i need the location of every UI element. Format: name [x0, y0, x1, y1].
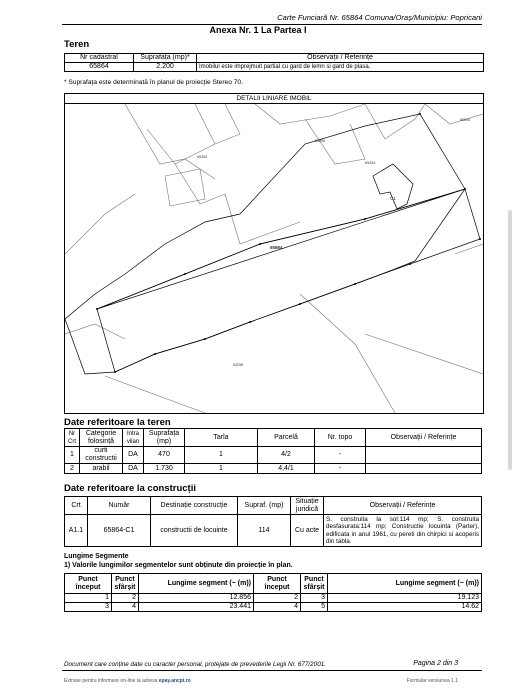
- teren-footnote: * Suprafața este determinată în planul de proiecție Stereo 70.: [64, 79, 243, 86]
- dc-header-numar: Număr: [88, 497, 151, 515]
- dc-cell: A1.1: [65, 515, 88, 547]
- date-teren-title: Date referitoare la teren: [64, 417, 171, 428]
- dt-header-observatii: Observații / Referințe: [366, 429, 482, 447]
- seg-cell: 5: [301, 603, 328, 612]
- dt-header-suprafata: Suprafața (mp): [144, 429, 185, 447]
- parcel-outline: [65, 114, 465, 374]
- dt-header-nr: Nr Crt: [65, 429, 80, 447]
- seg-header-lungime: Lungime segment (~ (m)): [139, 574, 254, 594]
- map-label-building: C1: [390, 196, 396, 201]
- footer-version: Formular versiunea 1.1: [406, 678, 458, 684]
- dt-header-intravilan: Intra vilan: [123, 429, 144, 447]
- dt-cell: 4/2: [258, 447, 315, 464]
- teren-cell-observatii: Imobilul este imprejmuit partial cu gard de lemn si gard de plasa.: [197, 63, 484, 72]
- dt-cell: 2: [65, 464, 80, 474]
- map-label-parcel: 65864: [270, 245, 283, 250]
- dt-header-tarla: Tarla: [185, 429, 258, 447]
- footer-source-link[interactable]: epay.ancpi.ro: [158, 678, 191, 684]
- dt-cell: -: [315, 447, 366, 464]
- segmente-subtitle: 1) Valorile lungimilor segmentelor sunt obținute din proiecție în plan.: [64, 562, 293, 569]
- seg-header-inceput: Punct început: [65, 574, 112, 594]
- footer-source-prefix: Extrase pentru informare on-line la adresa: [64, 678, 159, 684]
- dc-cell: constructii de locuinte: [151, 515, 238, 547]
- date-constructii-table: [64, 496, 482, 547]
- segmente-title: Lungime Segmente: [64, 553, 129, 560]
- dt-cell: -: [315, 464, 366, 474]
- footer-source: [64, 678, 191, 684]
- seg-cell: 3: [301, 594, 328, 603]
- dt-cell: DA: [123, 464, 144, 474]
- seg-cell: 1: [65, 594, 112, 603]
- date-constructii-title: Date referitoare la construcții: [64, 483, 196, 494]
- table-row: [65, 464, 482, 474]
- dc-header-situatie: Situație juridică: [291, 497, 324, 515]
- dt-header-nrtopo: Nr. topo: [315, 429, 366, 447]
- table-row: [65, 515, 482, 547]
- dc-cell: 114: [238, 515, 291, 547]
- dt-cell: DA: [123, 447, 144, 464]
- seg-cell: 2: [254, 594, 301, 603]
- seg-header-sfarsit-2: Punct sfârșit: [301, 574, 328, 594]
- dc-header-crt: Crt: [65, 497, 88, 515]
- dt-cell: 4,4/1: [258, 464, 315, 474]
- neighbor-building-b: [165, 169, 205, 206]
- dt-cell: [366, 464, 482, 474]
- segmente-table: [64, 573, 482, 612]
- dc-cell: 65864-C1: [88, 515, 151, 547]
- building-c1-outline: [373, 164, 413, 209]
- seg-cell: 14.62: [328, 603, 482, 612]
- annex-title: Anexa Nr. 1 La Partea I: [209, 25, 307, 35]
- dt-cell: 1.730: [144, 464, 185, 474]
- parcel-outline-south: [97, 189, 480, 372]
- seg-header-lungime-2: Lungime segment (~ (m)): [328, 574, 482, 594]
- teren-header-suprafata: Suprafața (mp)*: [134, 54, 197, 63]
- dc-cell-observatii: S. construita la sol:114 mp; S. construita desfasurata:114 mp; Constructie locuinta (Parter), edificata in anul 1961, cu pereti din chirpici si acoperis din tabla.: [324, 515, 482, 547]
- teren-cell-cadastral: 65864: [65, 63, 134, 72]
- cf-header: Carte Funciară Nr. 65864 Comuna/Oraș/Municipiu: Popricani: [277, 13, 482, 22]
- table-row: [65, 594, 482, 603]
- seg-cell: 23.441: [139, 603, 254, 612]
- dc-header-suprafata: Supraf. (mp): [238, 497, 291, 515]
- teren-table: [64, 53, 484, 72]
- map-label-neighbor-2: 66694: [460, 118, 470, 122]
- table-row: [65, 603, 482, 612]
- map-title: DETALII LINIARE IMOBIL: [65, 94, 483, 104]
- seg-cell: 19.123: [328, 594, 482, 603]
- dc-header-observatii: Observații / Referințe: [324, 497, 482, 515]
- dt-header-parcela: Parcelă: [258, 429, 315, 447]
- dt-cell: 1: [185, 464, 258, 474]
- seg-cell: 4: [112, 603, 139, 612]
- map-drawing: [65, 104, 483, 413]
- footer-rule: [62, 670, 482, 671]
- dt-cell: arabil: [80, 464, 123, 474]
- scrollbar[interactable]: [508, 210, 512, 470]
- teren-section-title: Teren: [64, 39, 90, 50]
- footer-page-number: Pagina 2 din 3: [413, 660, 458, 667]
- table-row: [65, 447, 482, 464]
- map-label-neighbor-1: 65434: [365, 161, 375, 165]
- dt-cell: 1: [65, 447, 80, 464]
- footer-disclaimer: Document care conține date cu caracter personal, protejate de prevederile Legii Nr. 677/2001.: [64, 661, 326, 668]
- dc-cell: Cu acte: [291, 515, 324, 547]
- dt-header-categorie: Categorie folosință: [80, 429, 123, 447]
- seg-cell: 2: [112, 594, 139, 603]
- teren-cell-suprafata: 2.200: [134, 63, 197, 72]
- dt-cell: 1: [185, 447, 258, 464]
- teren-header-observatii: Observații / Referințe: [197, 54, 484, 63]
- map-label-neighbor-3: 60394: [197, 155, 207, 159]
- seg-header-sfarsit: Punct sfârșit: [112, 574, 139, 594]
- date-teren-table: [64, 428, 482, 474]
- seg-header-inceput-2: Punct început: [254, 574, 301, 594]
- parcel-map: [64, 93, 484, 414]
- vertex-points: [96, 113, 481, 373]
- dt-cell: [366, 447, 482, 464]
- map-label-neighbor-5: 63298: [233, 363, 243, 367]
- map-label-neighbor-4: 65898: [315, 139, 325, 143]
- seg-cell: 12.856: [139, 594, 254, 603]
- seg-cell: 4: [254, 603, 301, 612]
- dc-header-destinatie: Destinație construcție: [151, 497, 238, 515]
- dt-cell: 470: [144, 447, 185, 464]
- dt-cell: curti constructii: [80, 447, 123, 464]
- teren-header-cadastral: Nr cadastral: [65, 54, 134, 63]
- seg-cell: 3: [65, 603, 112, 612]
